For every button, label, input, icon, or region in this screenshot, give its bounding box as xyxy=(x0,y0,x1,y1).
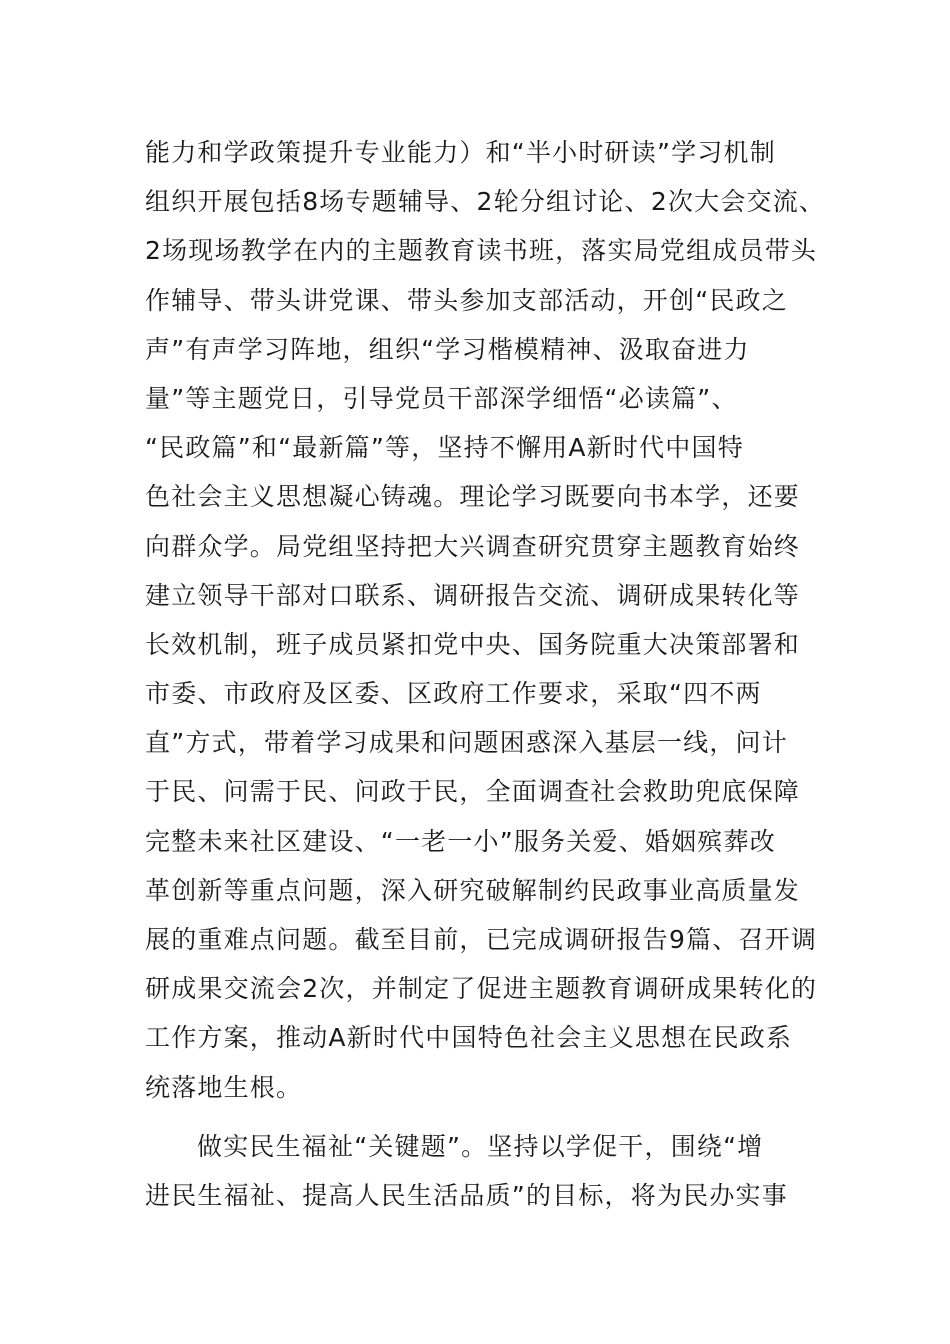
text-line: 于民、问需于民、问政于民，全面调查社会救助兜底保障 xyxy=(145,777,801,807)
text-line: 革创新等重点问题，深入研究破解制约民政事业高质量发 xyxy=(145,875,801,905)
text-line: 市委、市政府及区委、区政府工作要求，采取“四不两 xyxy=(145,679,762,709)
text-line: 做实民生福祉“关键题”。坚持以学促干，围绕“增 xyxy=(197,1131,764,1161)
text-line: 长效机制，班子成员紧扣党中央、国务院重大决策部署和 xyxy=(145,629,801,659)
text-line: 研成果交流会2次，并制定了促进主题教育调研成果转化的 xyxy=(145,974,818,1004)
text-line: 展的重难点问题。截至目前，已完成调研报告9篇、召开调 xyxy=(145,925,818,954)
text-line: 能力和学政策提升专业能力）和“半小时研读”学习机制 xyxy=(145,138,776,167)
paragraph-2 xyxy=(145,1122,810,1220)
text-line: 统落地生根。 xyxy=(145,1072,303,1102)
text-line: 进民生福祉、提高人民生活品质”的目标，将为民办实事 xyxy=(145,1180,788,1210)
text-line: 建立领导干部对口联系、调研报告交流、调研成果转化等 xyxy=(145,580,801,610)
text-line: 组织开展包括8场专题辅导、2轮分组讨论、2次大会交流、 xyxy=(145,187,826,217)
text-line: 直”方式，带着学习成果和问题困惑深入基层一线，问计 xyxy=(145,728,788,758)
text-line: 工作方案，推动A新时代中国特色社会主义思想在民政系 xyxy=(145,1023,793,1053)
paragraph-1 xyxy=(145,128,826,1112)
text-line: 完整未来社区建设、“一老一小”服务关爱、婚姻殡葬改 xyxy=(145,826,776,856)
paragraph-gap xyxy=(145,1112,810,1122)
text-line: 声”有声学习阵地，组织“学习楷模精神、汲取奋进力 xyxy=(145,334,750,364)
text-line: 作辅导、带头讲党课、带头参加支部活动，开创“民政之 xyxy=(145,285,788,315)
text-line: 2场现场教学在内的主题教育读书班，落实局党组成员带头 xyxy=(145,236,818,266)
text-line: “民政篇”和“最新篇”等，坚持不懈用A新时代中国特 xyxy=(145,433,744,463)
text-line: 向群众学。局党组坚持把大兴调查研究贯穿主题教育始终 xyxy=(145,531,801,561)
text-line: 色社会主义思想凝心铸魂。理论学习既要向书本学，还要 xyxy=(145,482,801,512)
body-text xyxy=(145,128,826,1220)
text-line: 量”等主题党日，引导党员干部深学细悟“必读篇”、 xyxy=(145,383,738,413)
